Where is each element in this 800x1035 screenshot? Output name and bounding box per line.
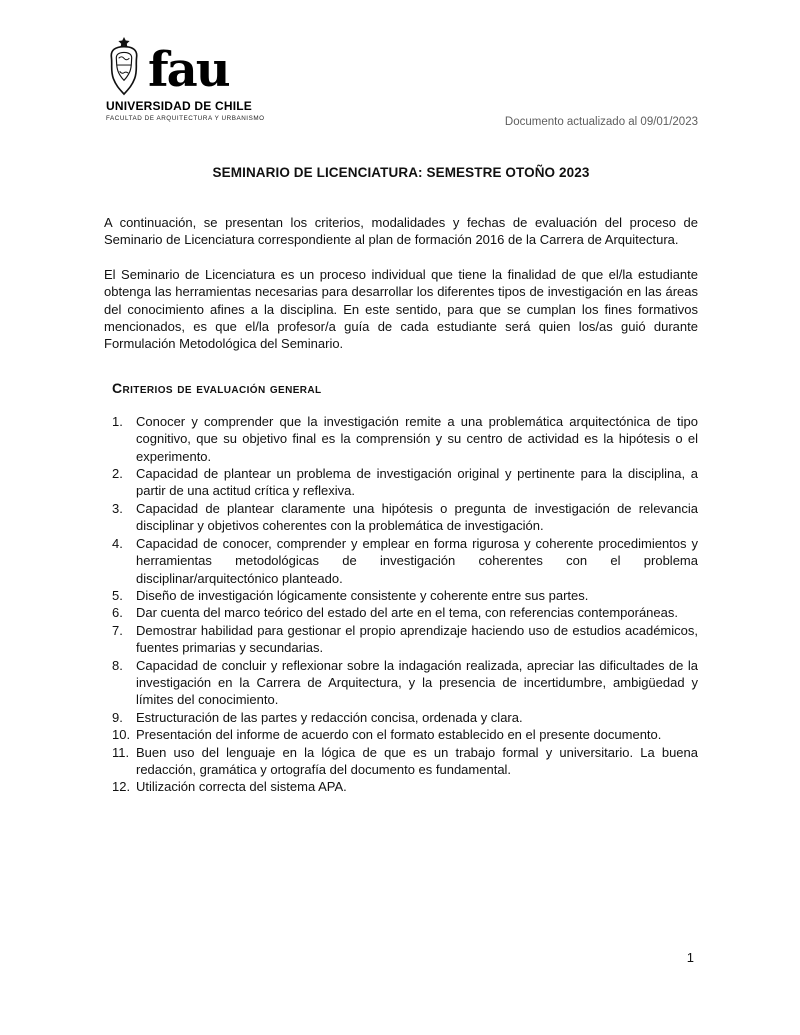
criteria-item [112, 413, 698, 465]
criteria-item-number: 1. [112, 413, 123, 429]
criteria-item [112, 726, 698, 743]
criteria-item [112, 622, 698, 657]
criteria-item [112, 744, 698, 779]
criteria-item [112, 465, 698, 500]
criteria-item-text: Presentación del informe de acuerdo con el formato establecido en el presente documento. [136, 727, 662, 743]
criteria-item-text: Diseño de investigación lógicamente consistente y coherente entre sus partes. [136, 587, 589, 603]
criteria-item [112, 604, 698, 621]
page-title: SEMINARIO DE LICENCIATURA: SEMESTRE OTOÑO 2023 [212, 165, 590, 180]
criteria-item-number: 11. [112, 744, 130, 760]
page-number: 1 [686, 950, 694, 965]
criteria-item [112, 778, 698, 795]
university-name: UNIVERSIDAD DE CHILE [106, 99, 253, 113]
updated-note: Documento actualizado al 09/01/2023 [504, 116, 698, 128]
criteria-item [112, 500, 698, 535]
criteria-item [112, 657, 698, 709]
criteria-item-number: 5. [112, 587, 123, 603]
criteria-item-number: 8. [112, 657, 123, 673]
criteria-item [112, 709, 698, 726]
criteria-item-number: 9. [112, 709, 123, 725]
fau-logotype: fau [148, 42, 229, 98]
document-content [104, 165, 698, 796]
section-heading-criterios: Criterios de evaluación general [112, 379, 322, 396]
university-crest-icon [106, 36, 142, 96]
criteria-item-number: 2. [112, 466, 123, 482]
faculty-name: FACULTAD DE ARQUITECTURA Y URBANISMO [106, 115, 265, 122]
logo-row [106, 36, 256, 96]
criteria-item-text: Conocer y comprender que la investigación remite a una problemática arquitectónica de tipo cognitivo, que su objetivo final es la comprensión y su centro de actividad es la hipótesis o el experimento. [136, 413, 698, 464]
criteria-item-text: Buen uso del lenguaje en la lógica de que es un trabajo formal y universitario. La buena redacción, gramática y ortografía del documento es fundamental. [136, 744, 698, 777]
intro-paragraph-2: El Seminario de Licenciatura es un proceso individual que tiene la finalidad de que el/la estudiante obtenga las herramientas necesarias para desarrollar los diferentes tipos de investigación en las áreas del conocimiento afines a la disciplina. En este sentido, para que se cumplan los fines formativos mencionados, es que el/la profesor/a guía de cada estudiante será quien los/as guió durante Formulación Metodológica del Seminario. [104, 266, 698, 352]
criteria-item-text: Capacidad de conocer, comprender y emplear en forma rigurosa y coherente procedimientos y herramientas metodológicas de investigación coherentes con el problema disciplinar/arquitectónico planteado. [136, 535, 698, 586]
criteria-item-number: 12. [112, 779, 131, 795]
criteria-item-text: Capacidad de plantear un problema de investigación original y pertinente para la disciplina, a partir de una actitud crítica y reflexiva. [136, 466, 698, 499]
criteria-item-number: 3. [112, 500, 123, 516]
criteria-item-text: Estructuración de las partes y redacción concisa, ordenada y clara. [136, 709, 523, 725]
criteria-item-number: 4. [112, 535, 123, 551]
criteria-item-number: 6. [112, 605, 123, 621]
university-logo [106, 36, 265, 122]
intro-paragraph-1: A continuación, se presentan los criterios, modalidades y fechas de evaluación del proceso de Seminario de Licenciatura correspondiente al plan de formación 2016 de la Carrera de Arquitectura. [104, 215, 698, 248]
criteria-item-number: 10. [112, 727, 131, 743]
criteria-item-text: Utilización correcta del sistema APA. [136, 779, 347, 795]
criteria-item-text: Capacidad de plantear claramente una hipótesis o pregunta de investigación de relevancia disciplinar y objetivos coherentes con la problemática de investigación. [136, 500, 698, 534]
criteria-item [112, 535, 698, 587]
criteria-item-number: 7. [112, 622, 123, 638]
criteria-item-text: Demostrar habilidad para gestionar el propio aprendizaje haciendo uso de estudios académicos, fuentes primarias y secundarias. [136, 622, 698, 656]
criteria-item-text: Dar cuenta del marco teórico del estado del arte en el tema, con referencias contemporáneas. [136, 605, 678, 621]
criteria-item-text: Capacidad de concluir y reflexionar sobre la indagación realizada, apreciar las dificultades de la investigación en la Carrera de Arquitectura, y la presencia de incertidumbre, ambigüedad y límites del conocimiento. [136, 657, 698, 708]
criteria-item [112, 587, 698, 604]
criteria-list [104, 413, 698, 796]
